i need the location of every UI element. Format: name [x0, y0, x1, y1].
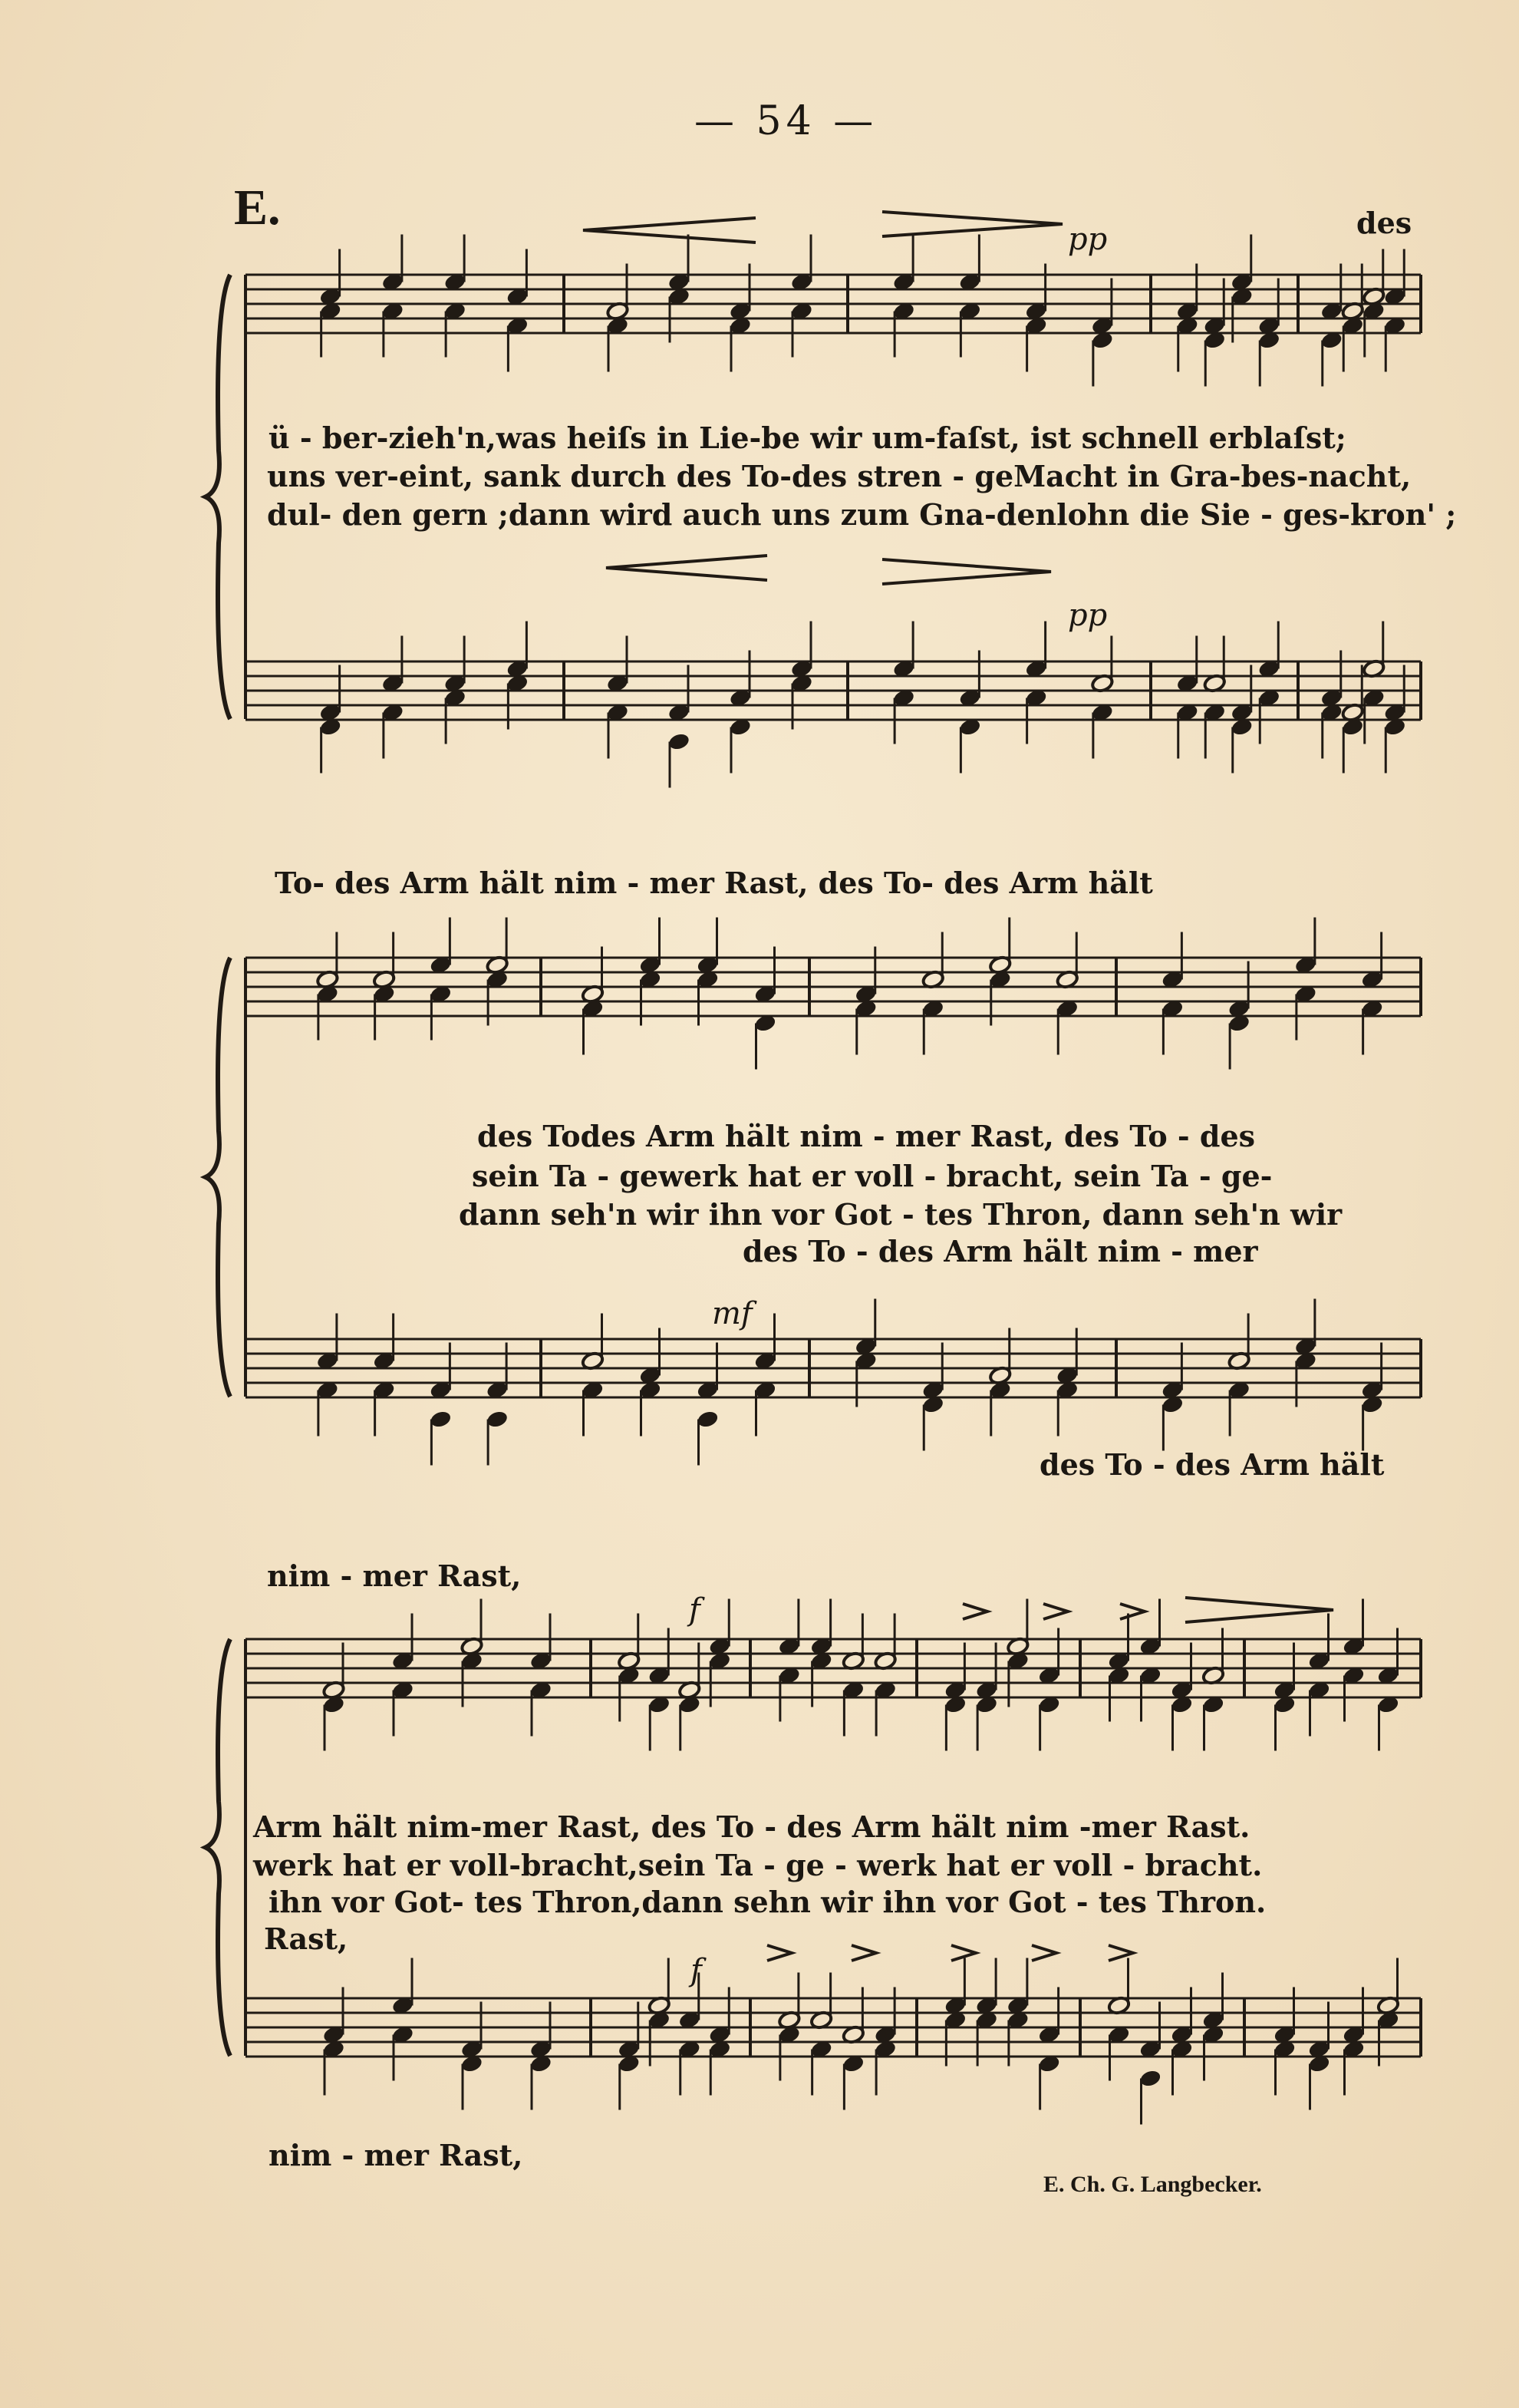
system1-top-cue: des [1356, 206, 1412, 240]
decrescendo-hairpin [882, 559, 1051, 584]
decrescendo-hairpin [1185, 1598, 1333, 1622]
system2-top-lyrics: To- des Arm hält nim - mer Rast, des To- des Arm hält [275, 866, 1153, 900]
system3-line1: Arm hält nim-mer Rast, des To - des Arm hält nim -mer Rast. [253, 1809, 1250, 1844]
dynamic-pp-2: pp [1068, 598, 1108, 633]
dynamic-f-1: f [689, 1592, 700, 1628]
accent-mark [963, 1604, 987, 1619]
system1-verse3: dul- den gern ;dann wird auch uns zum Gna-denlohn die Sie - ges-kron' ; [267, 497, 1457, 532]
system1-verse1: ü - ber-zieh'n,was heiſs in Lie-be wir um-faſst, ist schnell erblaſst; [269, 421, 1346, 455]
system2-mid-line2: sein Ta - gewerk hat er voll - bracht, sein Ta - ge- [472, 1159, 1273, 1193]
system2-bottom-lyrics: des To - des Arm hält [1040, 1447, 1385, 1482]
composer-credit: E. Ch. G. Langbecker. [1043, 2172, 1262, 2197]
crescendo-hairpin [606, 556, 767, 580]
system2-brace [206, 958, 230, 1397]
accent-mark [852, 1945, 876, 1961]
section-label: E. [234, 180, 281, 236]
system3-line2: werk hat er voll-bracht,sein Ta - ge - werk hat er voll - bracht. [253, 1848, 1263, 1882]
dynamic-mf: mf [712, 1296, 753, 1331]
accent-mark [767, 1945, 792, 1961]
accent-mark [1043, 1604, 1068, 1619]
accent-mark [951, 1945, 976, 1961]
system3-line4: Rast, [264, 1921, 348, 1956]
accent-mark [1032, 1945, 1056, 1961]
system2-mid-line3: dann seh'n wir ihn vor Got - tes Thron, dann seh'n wir [459, 1197, 1343, 1232]
decrescendo-hairpin [882, 212, 1063, 236]
system2-mid-line4: des To - des Arm hält nim - mer [743, 1234, 1258, 1268]
system2-mid-line1: des Todes Arm hält nim - mer Rast, des To - des [477, 1119, 1256, 1153]
accent-mark [1120, 1604, 1145, 1619]
page-number: — 54 — [694, 98, 878, 144]
system3-bottom-lyrics: nim - mer Rast, [269, 2138, 523, 2172]
system3-brace [206, 1639, 230, 2056]
system3-top-lyrics: nim - mer Rast, [267, 1559, 522, 1593]
dynamic-f-2: f [690, 1953, 702, 1988]
accent-mark [1109, 1945, 1133, 1961]
system1-verse2: uns ver-eint, sank durch des To-des stren - geMacht in Gra-bes-nacht, [267, 459, 1412, 493]
crescendo-hairpin [583, 218, 756, 242]
system3-line3: ihn vor Got- tes Thron,dann sehn wir ihn vor Got - tes Thron. [269, 1885, 1267, 1919]
system1-brace [206, 275, 230, 719]
dynamic-pp-1: pp [1068, 222, 1108, 257]
